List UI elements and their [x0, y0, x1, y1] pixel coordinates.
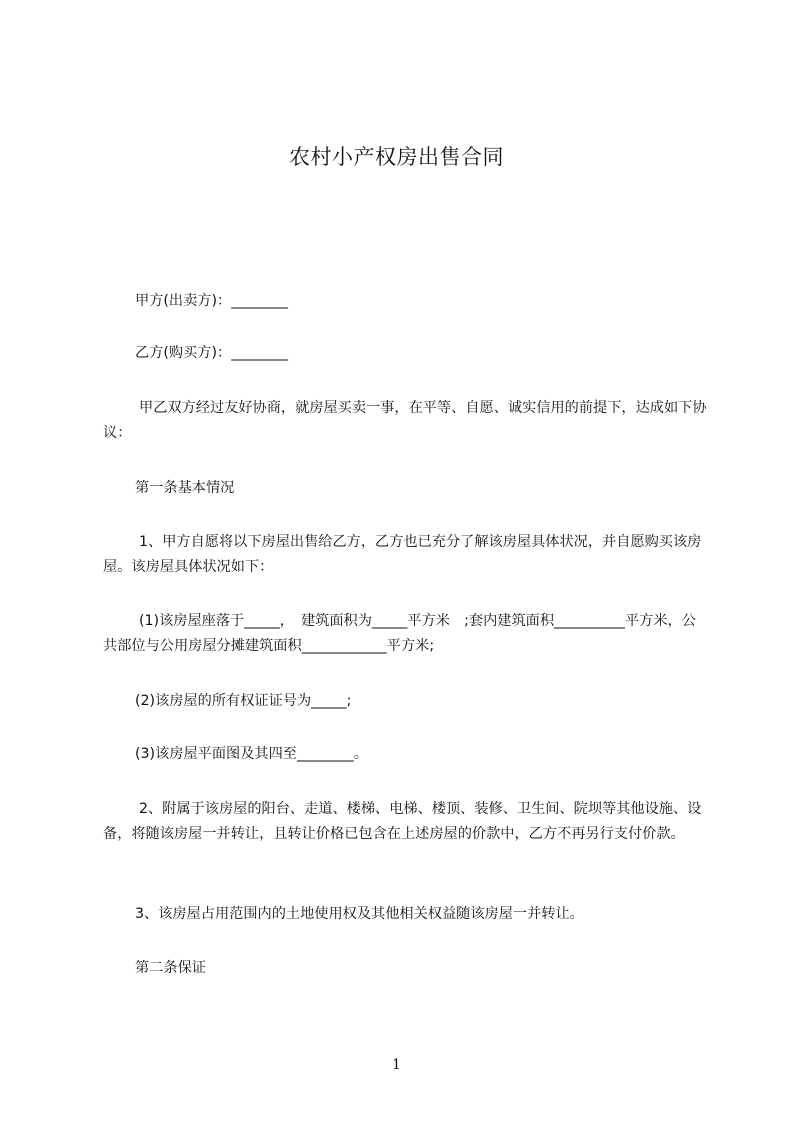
- clause-2-paragraph: 2、附属于该房屋的阳台、走道、楼梯、电梯、楼顶、装修、卫生间、院坝等其他设施、设备，将随该房屋一并转让，且转让价格已包含在上述房屋的价款中，乙方不再另行支付价款。: [103, 801, 702, 842]
- clause-1-item-2: (2)该房屋的所有权证证号为_____;: [135, 693, 352, 709]
- clause-3-paragraph: 3、该房屋占用范围内的土地使用权及其他相关权益随该房屋一并转让。: [135, 906, 584, 922]
- document-title: 农村小产权房出售合同: [289, 145, 504, 169]
- party-a-line: 甲方(出卖方)：________: [135, 293, 288, 309]
- clause-1-paragraph: 1、甲方自愿将以下房屋出售给乙方，乙方也已充分了解该房屋具体状况，并自愿购买该房屋。该房屋具体状况如下：: [103, 534, 702, 575]
- article-1-heading: 第一条基本情况: [135, 480, 235, 496]
- clause-1-item-1: (1)该房屋座落于_____， 建筑面积为_____平方米 ;套内建筑面积__________平方米，公共部位与公用房屋分摊建筑面积____________平方米;: [103, 613, 696, 654]
- preamble-paragraph: 甲乙双方经过友好协商，就房屋买卖一事，在平等、自愿、诚实信用的前提下，达成如下协议：: [103, 400, 707, 441]
- party-b-line: 乙方(购买方)：________: [135, 345, 288, 361]
- article-2-heading: 第二条保证: [135, 960, 206, 976]
- page-number: 1: [392, 1057, 401, 1073]
- clause-1-item-3: (3)该房屋平面图及其四至________。: [135, 746, 368, 762]
